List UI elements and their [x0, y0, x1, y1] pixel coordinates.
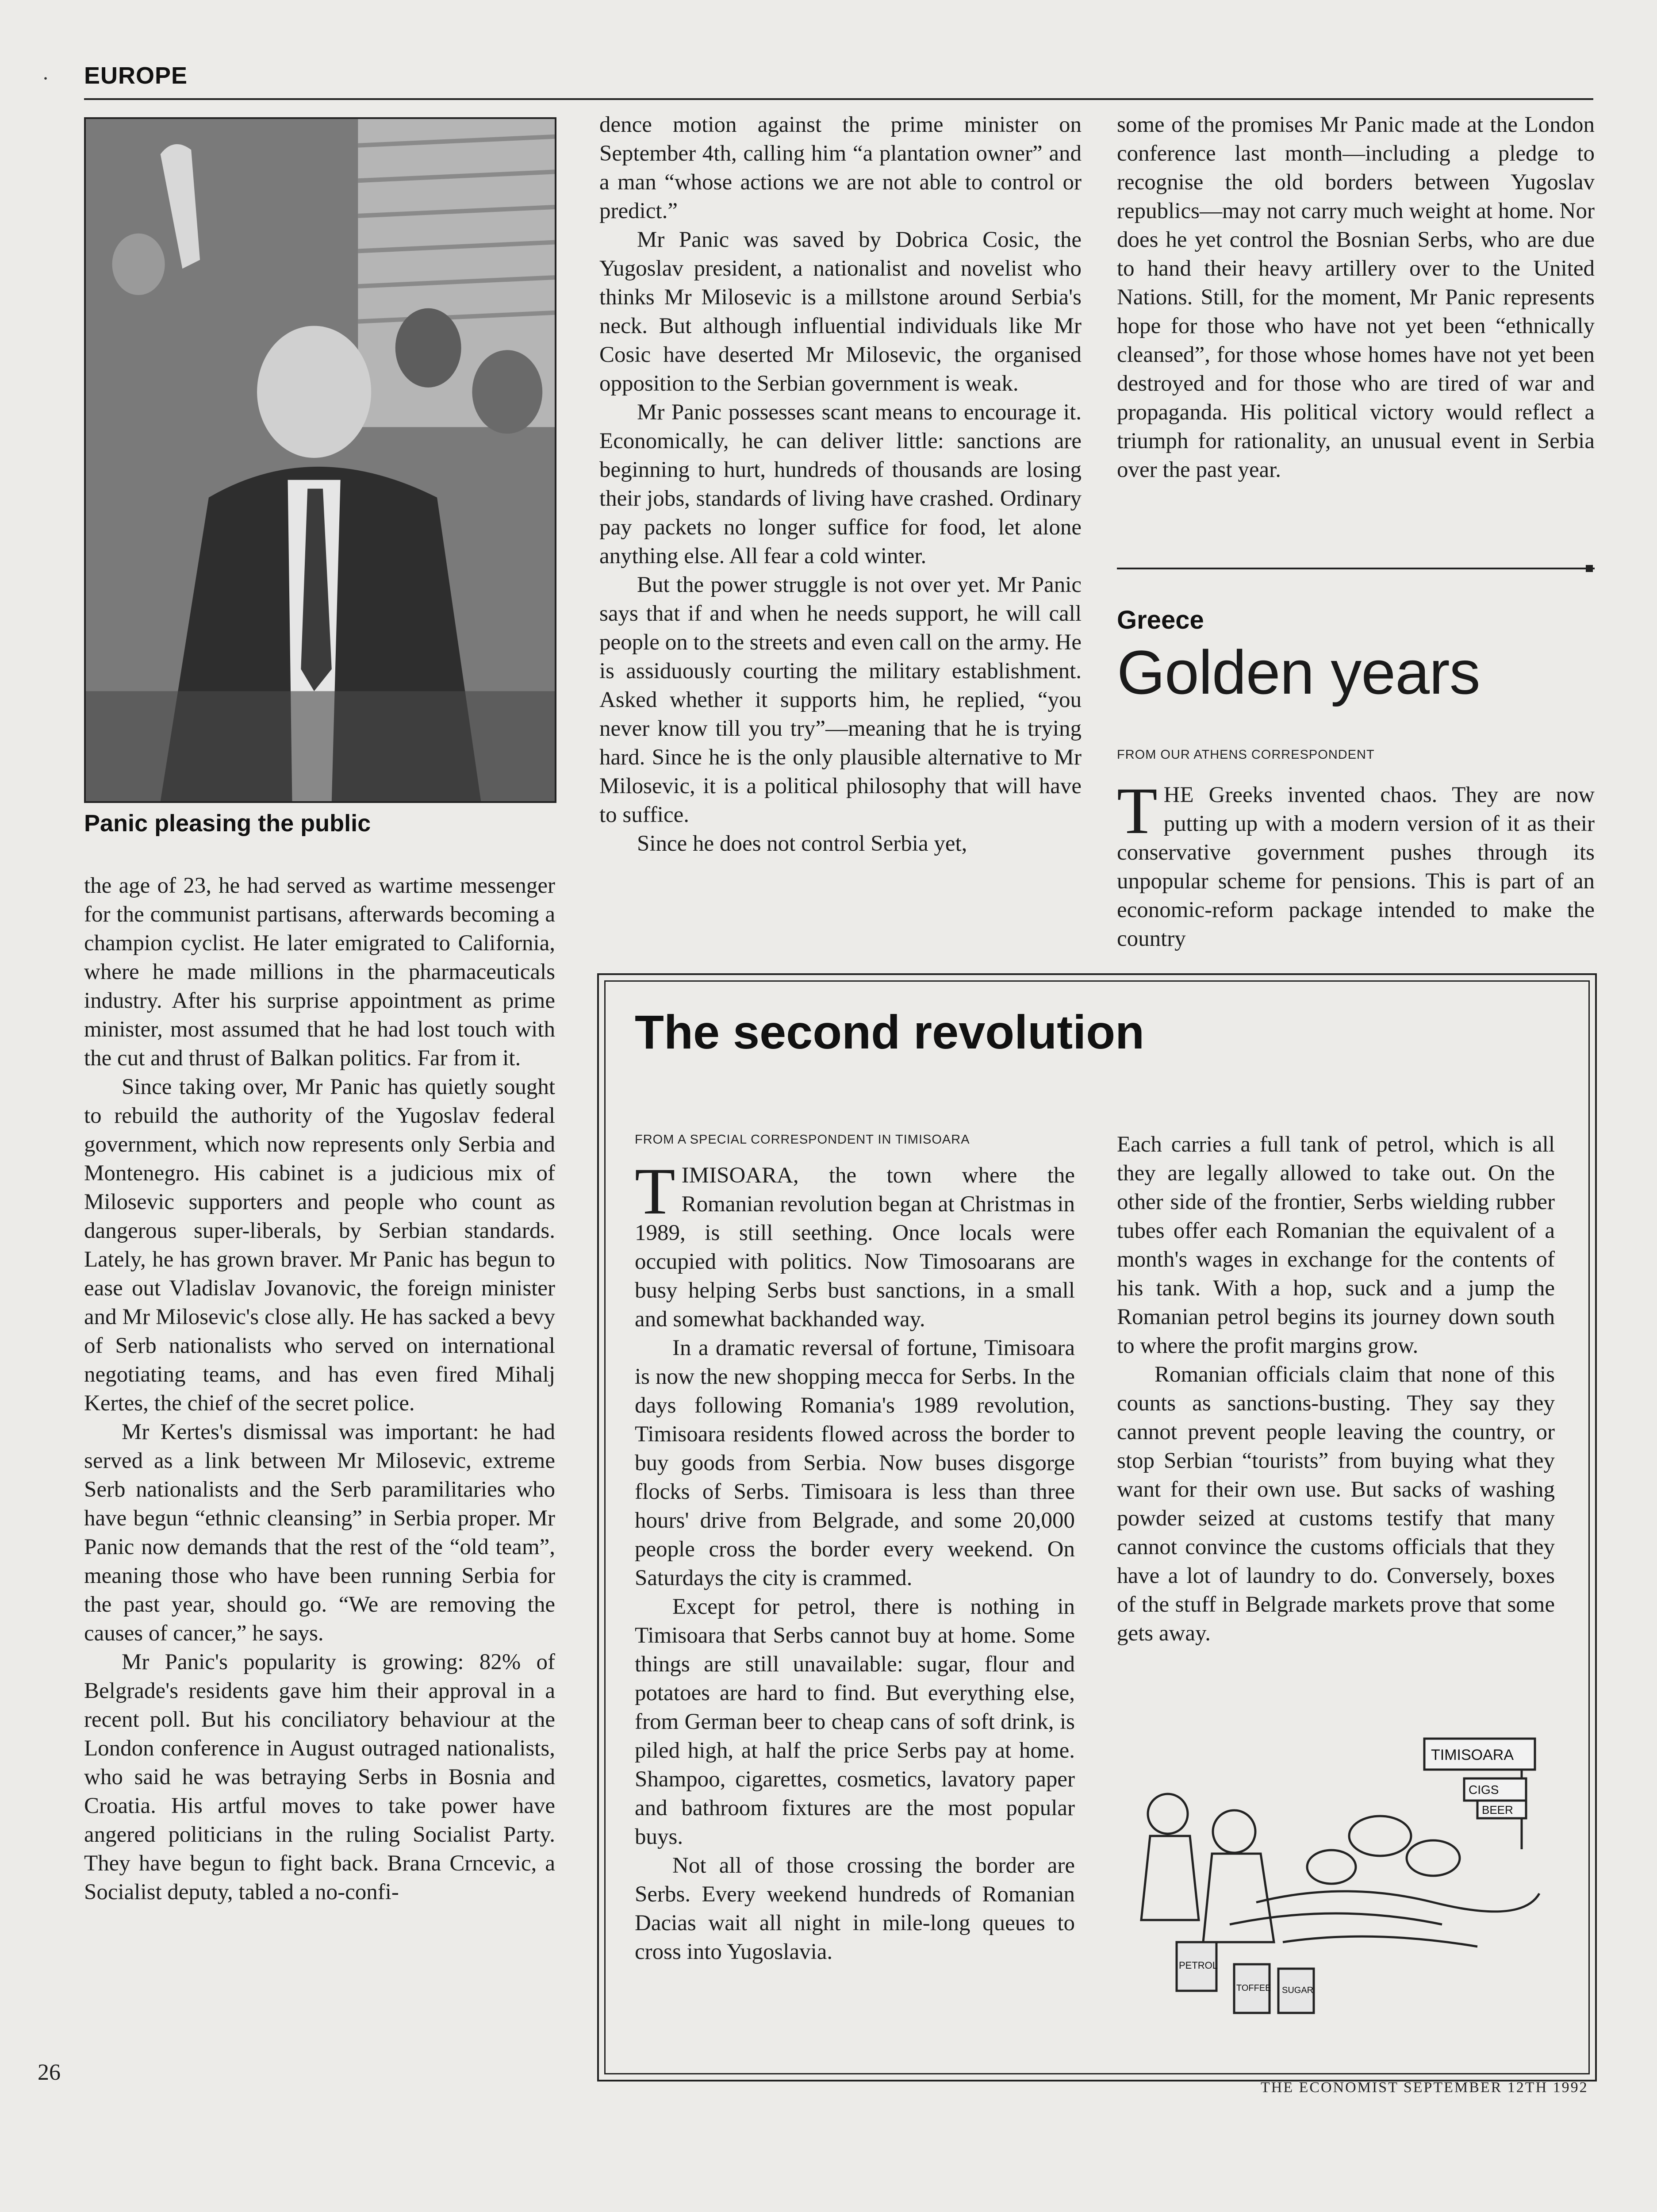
paragraph: In a dramatic reversal of fortune, Timisoara is now the new shopping mecca for Serbs. In the days following Romania's 1989 revolution, Timisoara residents flowed across the border to buy goods from Serbia. Now buses disgorge flocks of Serbs. Timisoara is less than three hours' drive from Belgrade, and some 20,000 people cross the border every weekend. On Saturdays the city is crammed. — [635, 1336, 1075, 1590]
paragraph: Not all of those crossing the border are Serbs. Every weekend hundreds of Romanian Dacias wait all night in mile-long queues to cross into Yugoslavia. — [635, 1853, 1075, 1964]
paragraph: Since he does not control Serbia yet, — [637, 831, 967, 856]
paragraph — [1117, 774, 1595, 953]
paragraph: Except for petrol, there is nothing in Timisoara that Serbs cannot buy at home. Some things are still unavailable: sugar, flour and potatoes are hard to find. But everything else, from German beer to cheap cans of soft drink, is piled high, at half the price Serbs pay at home. Shampoo, cigarettes, cosmetics, lavatory paper and bathroom fixtures are the most popular buys. — [635, 1594, 1075, 1849]
section-label: EUROPE — [84, 62, 188, 89]
page-number: 26 — [38, 2060, 61, 2085]
cartoon-sign-beer: BEER — [1482, 1803, 1513, 1816]
publication-footer: THE ECONOMIST SEPTEMBER 12TH 1992 — [1261, 2079, 1588, 2096]
drop-cap: T — [635, 1155, 675, 1228]
article-end-rule — [1117, 568, 1595, 569]
photo-caption: Panic pleasing the public — [84, 810, 371, 837]
corner-mark: · — [42, 67, 49, 90]
cartoon-illustration — [1124, 1734, 1548, 2039]
paragraph: Romanian officials claim that none of this counts as sanctions-busting. They say they cannot prevent people leaving the country, or stop Serbian “tourists” from buying what they want for their own use. But sacks of washing powder seized at customs testify that many cannot convince the customs officials that they have a lot of laundry to do. Conversely, boxes of the stuff in Belgrade markets prove that some gets away. — [1117, 1362, 1555, 1646]
cartoon-sign: TIMISOARA — [1431, 1747, 1514, 1763]
paragraph: the age of 23, he had served as wartime messenger for the communist partisans, afterwards becoming a champion cyclist. He later emigrated to California, where he made millions in the pharmaceuticals industry. After his surprise appointment as prime minister, most assumed that he had lost touch with the cut and thrust of Balkan politics. Far from it. — [84, 873, 555, 1071]
greece-byline: FROM OUR ATHENS CORRESPONDENT — [1117, 748, 1375, 762]
cartoon-drawing — [1124, 1734, 1548, 2039]
paragraph: some of the promises Mr Panic made at the London conference last month—including a pledge to recognise the old borders between Yugoslav republics—may not carry much weight at home. Nor does he yet control the Bosnian Serbs, who are due to hand their heavy artillery over to the United Nations. Still, for the moment, Mr Panic represents hope for those who have not yet been “ethnically cleansed”, for those whose homes have not yet been destroyed and for those who are tired of war and propaganda. His political victory would reflect a triumph for rationality, an unusual event in Serbia over the past year. — [1117, 112, 1595, 482]
paragraph: Since taking over, Mr Panic has quietly sought to rebuild the authority of the Yugoslav federal government, which now represents only Serbia and Montenegro. His cabinet is a judicious mix of Milosevic supporters and people who count as dangerous super-liberals, by Serbian standards. Lately, he has grown braver. Mr Panic has begun to ease out Vladislav Jovanovic, the foreign minister and Mr Milosevic's close ally. He has sacked a bevy of Serb nationalists who served on international negotiating teams, and has even fired Mihalj Kertes, the chief of the secret police. — [84, 1075, 555, 1416]
paragraph: dence motion against the prime minister on September 4th, calling him “a plantation owner” and a man “whose actions we are not able to control or predict.” — [599, 112, 1082, 223]
news-photo — [84, 117, 556, 803]
cartoon-sign-cigs: CIGS — [1469, 1783, 1499, 1797]
cartoon-bag-label: SUGAR — [1282, 1985, 1314, 1995]
greece-headline: Golden years — [1117, 637, 1480, 707]
drop-cap: T — [1117, 774, 1158, 848]
article-end-mark — [1586, 565, 1593, 572]
box-headline: The second revolution — [635, 1005, 1145, 1059]
box-lead: IMISOARA, the town where the Romanian revolution began at Christmas in 1989, is still seething. Once locals were occupied with politics. Now Timosoarans are busy helping Serbs bust sanctions, in a small and somewhat backhanded way. — [635, 1163, 1075, 1332]
paragraph — [635, 1155, 1075, 1334]
photo-illustration — [86, 119, 555, 801]
box-column-2 — [1117, 1130, 1555, 1648]
cartoon-bag-label: TOFFEE — [1236, 1983, 1271, 1993]
paragraph: Each carries a full tank of petrol, which is all they are legally allowed to take out. On the other side of the frontier, Serbs wielding rubber tubes offer each Romanian the equivalent of a month's wages in exchange for the contents of his tank. With a hop, suck and a jump the Romanian petrol begins its journey down south to where the profit margins grow. — [1117, 1132, 1555, 1358]
header-rule — [84, 98, 1593, 100]
greece-body — [1117, 774, 1595, 953]
greece-kicker: Greece — [1117, 606, 1204, 634]
paragraph: But the power struggle is not over yet. Mr Panic says that if and when he needs support, he will call people on to the streets and even call on the army. He is assiduously courting the military establishment. Asked whether it supports him, he replied, “you never know till you try”—meaning that he is trying hard. Since he is the only plausible alternative to Mr Milosevic, it is a political philosophy that will have to suffice. — [599, 572, 1082, 827]
paragraph: Mr Panic's popularity is growing: 82% of Belgrade's residents gave him their approval in a recent poll. But his conciliatory behaviour at the London conference in August outraged nationalists, who said he was betraying Serbs in Bosnia and Croatia. His artful moves to take power have angered politicians in the ruling Socialist Party. They have begun to fight back. Brana Crncevic, a Socialist deputy, tabled a no-confi- — [84, 1650, 555, 1905]
box-byline: FROM A SPECIAL CORRESPONDENT IN TIMISOARA — [635, 1133, 970, 1147]
article-column-2 — [599, 111, 1082, 858]
paragraph: Mr Kertes's dismissal was important: he had served as a link between Mr Milosevic, extreme Serb nationalists and the Serb paramilitaries who have begun “ethnic cleansing” in Serbia proper. Mr Panic now demands that the rest of the “old team”, meaning those who have been running Serbia for the past year, should go. “We are removing the causes of cancer,” he says. — [84, 1420, 555, 1646]
greece-text: HE Greeks invented chaos. They are now putting up with a modern version of it as their conservative government pushes through its unpopular scheme for pensions. This is part of an economic-reform package intended to make the country — [1117, 783, 1595, 951]
article-column-1 — [84, 872, 555, 1907]
paragraph: Mr Panic was saved by Dobrica Cosic, the Yugoslav president, a nationalist and novelist who thinks Mr Milosevic is a millstone around Serbia's neck. But although influential individuals like Mr Cosic have deserted Mr Milosevic, the organised opposition to the Serbian government is weak. — [599, 227, 1082, 396]
paragraph: Mr Panic possesses scant means to encourage it. Economically, he can deliver little: sanctions are beginning to hurt, hundreds of thousands are losing their jobs, standards of living have crashed. Ordinary pay packets no longer suffice for food, let alone anything else. All fear a cold winter. — [599, 400, 1082, 568]
article-column-3 — [1117, 111, 1595, 484]
cartoon-can-label: PETROL — [1179, 1960, 1218, 1971]
box-column-1 — [635, 1155, 1075, 1966]
